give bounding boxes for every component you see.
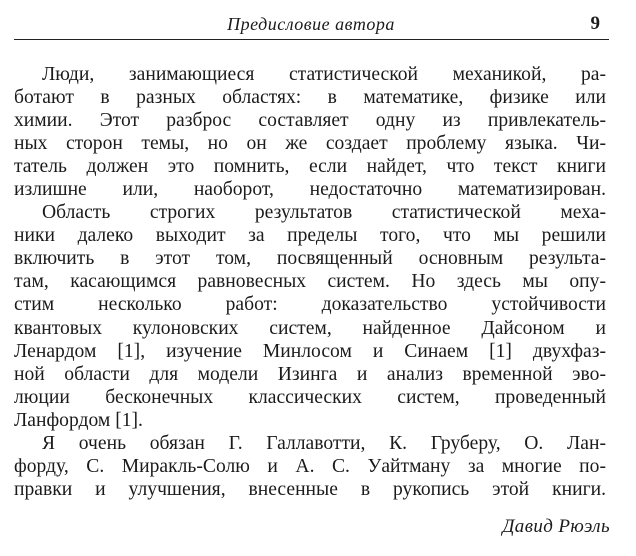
text-line: Область строгих результатов статистической меха-	[42, 202, 606, 224]
text-line: Ланфордом [1].	[14, 409, 143, 431]
text-line: излишне или, наоборот, недостаточно математизирован.	[14, 179, 606, 201]
text-line: ной области для модели Изинга и анализ временной эво-	[14, 363, 606, 385]
header-rule	[14, 39, 609, 40]
text-line: стим несколько работ: доказательство устойчивости	[14, 294, 606, 316]
page-number: 9	[590, 13, 600, 34]
text-line: включить в этот том, посвященный основным результа-	[14, 248, 606, 270]
running-head	[14, 12, 608, 38]
text-line: квантовых кулоновских систем, найденное Дайсоном и	[14, 317, 606, 339]
author-signature: Давид Рюэль	[502, 516, 610, 537]
text-line: люции бесконечных классических систем, проведенный	[14, 386, 606, 408]
text-line: химии. Этот разброс составляет одну из привлекатель-	[14, 110, 606, 132]
text-line: ных сторон темы, но он же создает проблему языка. Чи-	[14, 133, 606, 155]
text-line: Я очень обязан Г. Галлавотти, К. Груберу, О. Лан-	[42, 432, 606, 454]
text-line: ники далеко выходит за пределы того, что мы решили	[14, 225, 606, 247]
text-line: татель должен это помнить, если найдет, что текст книги	[14, 156, 606, 178]
running-title: Предисловие автора	[227, 14, 395, 34]
body-text	[14, 63, 606, 501]
text-line: там, касающимся равновесных систем. Но здесь мы опу-	[14, 271, 606, 293]
text-line: Ленардом [1], изучение Минлосом и Синаем [1] двухфаз-	[14, 340, 606, 362]
text-line: форду, С. Миракль-Солю и А. С. Уайтману за многие по-	[14, 455, 606, 477]
text-line: Люди, занимающиеся статистической механикой, ра-	[42, 64, 606, 85]
text-line: ботают в разных областях: в математике, физике или	[14, 87, 606, 109]
text-line: правки и улучшения, внесенные в рукопись этой книги.	[14, 478, 606, 500]
